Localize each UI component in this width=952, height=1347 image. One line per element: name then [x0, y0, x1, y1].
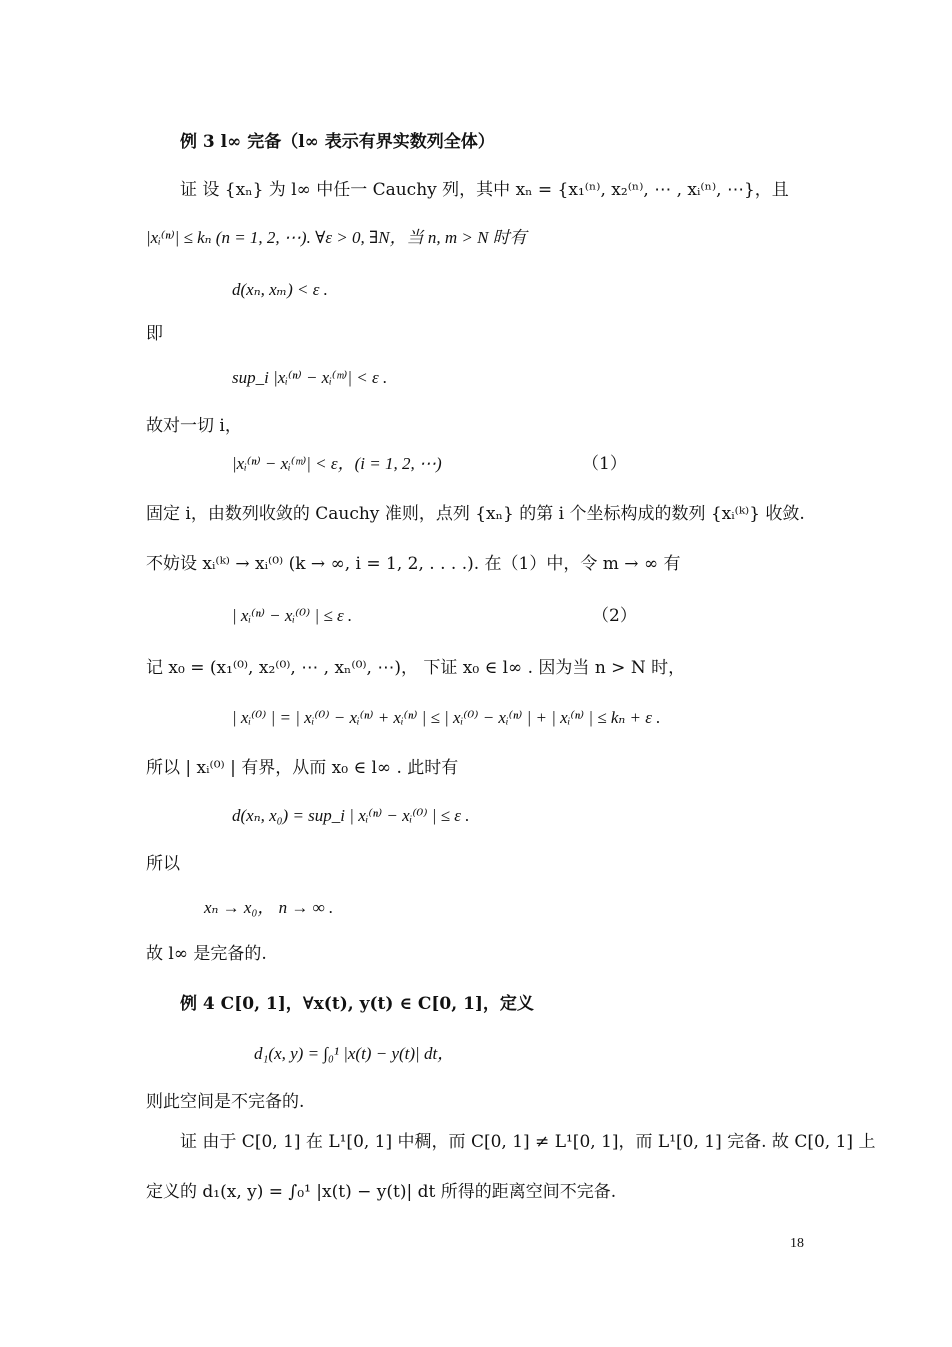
formula: |xᵢ⁽ⁿ⁾ − xᵢ⁽ᵐ⁾| < ε，(i = 1, 2, ⋯) — [232, 454, 442, 473]
formula: d(xₙ, xₘ) < ε . — [232, 280, 328, 299]
formula: | xᵢ⁽⁰⁾ | = | xᵢ⁽⁰⁾ − xᵢ⁽ⁿ⁾ + xᵢ⁽ⁿ⁾ | ≤ | xᵢ⁽⁰⁾ − xᵢ⁽ⁿ⁾ | + | xᵢ⁽ⁿ⁾ | ≤ kₙ + ε . — [232, 708, 661, 727]
text-line: 定义的 d₁(x, y) = ∫₀¹ |x(t) − y(t)| dt 所得的距离空间不完备. — [146, 1182, 617, 1202]
formula: | xᵢ⁽ⁿ⁾ − xᵢ⁽⁰⁾ | ≤ ε . — [232, 606, 353, 625]
example-4-heading: 例 4 C[0, 1]，∀x(t), y(t) ∈ C[0, 1]，定义 — [180, 994, 534, 1014]
formula: d(xₙ, x₀) = sup_i | xᵢ⁽ⁿ⁾ − xᵢ⁽⁰⁾ | ≤ ε . — [232, 806, 470, 825]
proof-line: |xᵢ⁽ⁿ⁾| ≤ kₙ (n = 1, 2, ⋯). ∀ε > 0, ∃N，当 n, m > N 时有 — [146, 228, 527, 247]
text-line: 固定 i，由数列收敛的 Cauchy 准则，点列 {xₙ} 的第 i 个坐标构成的数列 {xᵢ⁽ᵏ⁾} 收敛. — [146, 504, 805, 524]
equation-number: （2） — [592, 606, 637, 626]
text-line: 则此空间是不完备的. — [146, 1092, 305, 1112]
proof-line: 证 设 {xₙ} 为 l∞ 中任一 Cauchy 列，其中 xₙ = {x₁⁽ⁿ⁾, x₂⁽ⁿ⁾, ⋯ , xᵢ⁽ⁿ⁾, ⋯}，且 — [180, 180, 789, 200]
text-line: 所以 | xᵢ⁽⁰⁾ | 有界，从而 x₀ ∈ l∞ . 此时有 — [146, 758, 459, 778]
equation-number: （1） — [582, 454, 627, 474]
formula: xₙ → x₀， n → ∞ . — [204, 898, 334, 917]
example-3-heading: 例 3 l∞ 完备（l∞ 表示有界实数列全体） — [180, 132, 495, 152]
page-number: 18 — [790, 1236, 804, 1251]
text-line: 故 l∞ 是完备的. — [146, 944, 267, 964]
text-line: 即 — [146, 324, 163, 344]
proof-line: 证 由于 C[0, 1] 在 L¹[0, 1] 中稠，而 C[0, 1] ≠ L¹[0, 1]，而 L¹[0, 1] 完备. 故 C[0, 1] 上 — [180, 1132, 876, 1152]
formula: d₁(x, y) = ∫₀¹ |x(t) − y(t)| dt， — [254, 1044, 455, 1063]
text-line: 不妨设 xᵢ⁽ᵏ⁾ → xᵢ⁽⁰⁾ (k → ∞, i = 1, 2, . . . .). 在（1）中，令 m → ∞ 有 — [146, 554, 681, 574]
text-line: 记 x₀ = (x₁⁽⁰⁾, x₂⁽⁰⁾, ⋯ , xₙ⁽⁰⁾, ⋯)， 下证 x₀ ∈ l∞ . 因为当 n > N 时， — [146, 658, 686, 678]
text-line: 故对一切 i， — [146, 416, 242, 436]
text-line: 所以 — [146, 854, 180, 874]
formula: sup_i |xᵢ⁽ⁿ⁾ − xᵢ⁽ᵐ⁾| < ε . — [232, 368, 388, 387]
